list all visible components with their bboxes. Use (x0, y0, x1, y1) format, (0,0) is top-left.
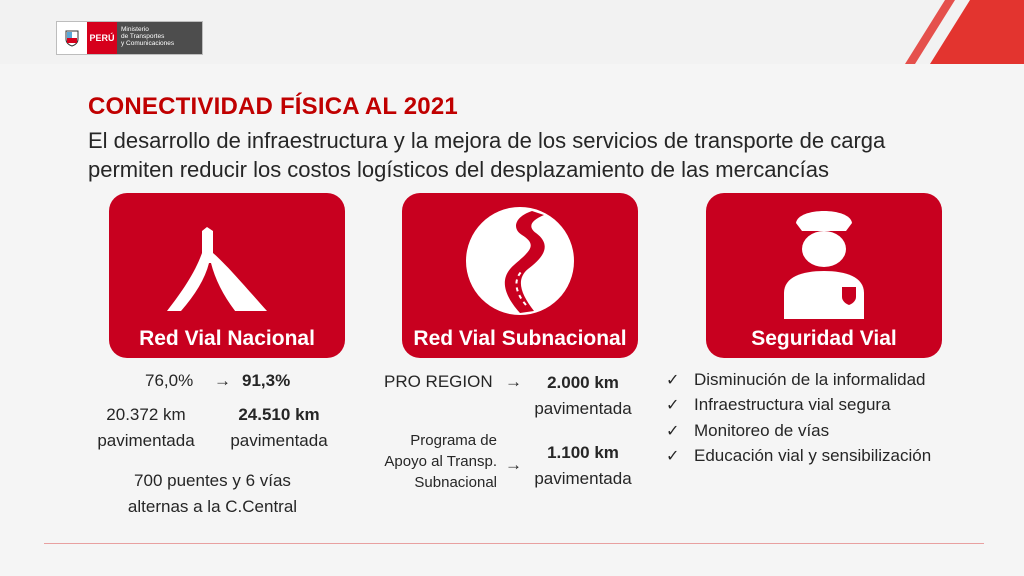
nacional-pct-from: 76,0% (145, 371, 194, 390)
list-item: ✓ Monitoreo de vías (666, 420, 830, 440)
arrow-icon: → (505, 455, 522, 474)
card-red-vial-subnacional (402, 193, 638, 358)
slide-title: CONECTIVIDAD FÍSICA AL 2021 (88, 93, 458, 120)
pro-region-label: PRO REGION (384, 372, 493, 391)
winding-road-icon (402, 193, 638, 323)
header-decoration (820, 0, 1024, 64)
slide-subtitle: El desarrollo de infraestructura y la mejora de los servicios de transporte de carga permiten reducir los costos logísticos del desplazamiento de las mercancías (88, 128, 886, 182)
check-icon: ✓ (666, 397, 680, 415)
arrow-icon: → (214, 371, 231, 390)
arrow-icon: → (505, 372, 522, 391)
list-item: ✓ Infraestructura vial segura (666, 395, 891, 415)
check-icon: ✓ (666, 448, 680, 466)
nacional-pct-to: 91,3% (242, 371, 291, 390)
nacional-km-to: 24.510 km pavimentada (230, 405, 328, 450)
card-label: Red Vial Nacional (139, 327, 315, 350)
check-icon: ✓ (666, 422, 680, 440)
footer-divider (44, 543, 984, 544)
nacional-bridges: 700 puentes y 6 vías alternas a la C.Central (127, 471, 298, 516)
card-seguridad-vial (706, 193, 942, 358)
list-item: ✓ Disminución de la informalidad (666, 369, 926, 389)
nacional-km-from: 20.372 km pavimentada (97, 405, 195, 450)
road-icon (109, 193, 345, 323)
logo-country: PERÚ (87, 22, 117, 54)
card-label: Seguridad Vial (751, 327, 897, 350)
card-label: Red Vial Subnacional (413, 327, 627, 350)
pro-region-value: 2.000 km pavimentada (534, 373, 632, 418)
coat-of-arms-icon (57, 22, 87, 54)
program-apoyo-label: Programa de Apoyo al Transp. Subnacional (384, 432, 497, 491)
list-item: ✓ Educación vial y sensibilización (666, 446, 932, 466)
traffic-officer-icon (706, 193, 942, 323)
ministry-logo (56, 21, 203, 55)
seguridad-checklist (666, 367, 931, 469)
card-red-vial-nacional (109, 193, 345, 358)
program-apoyo-value: 1.100 km pavimentada (534, 443, 632, 488)
check-icon: ✓ (666, 371, 680, 389)
logo-ministry-name: Ministerio de Transportes y Comunicaciones (117, 22, 202, 54)
